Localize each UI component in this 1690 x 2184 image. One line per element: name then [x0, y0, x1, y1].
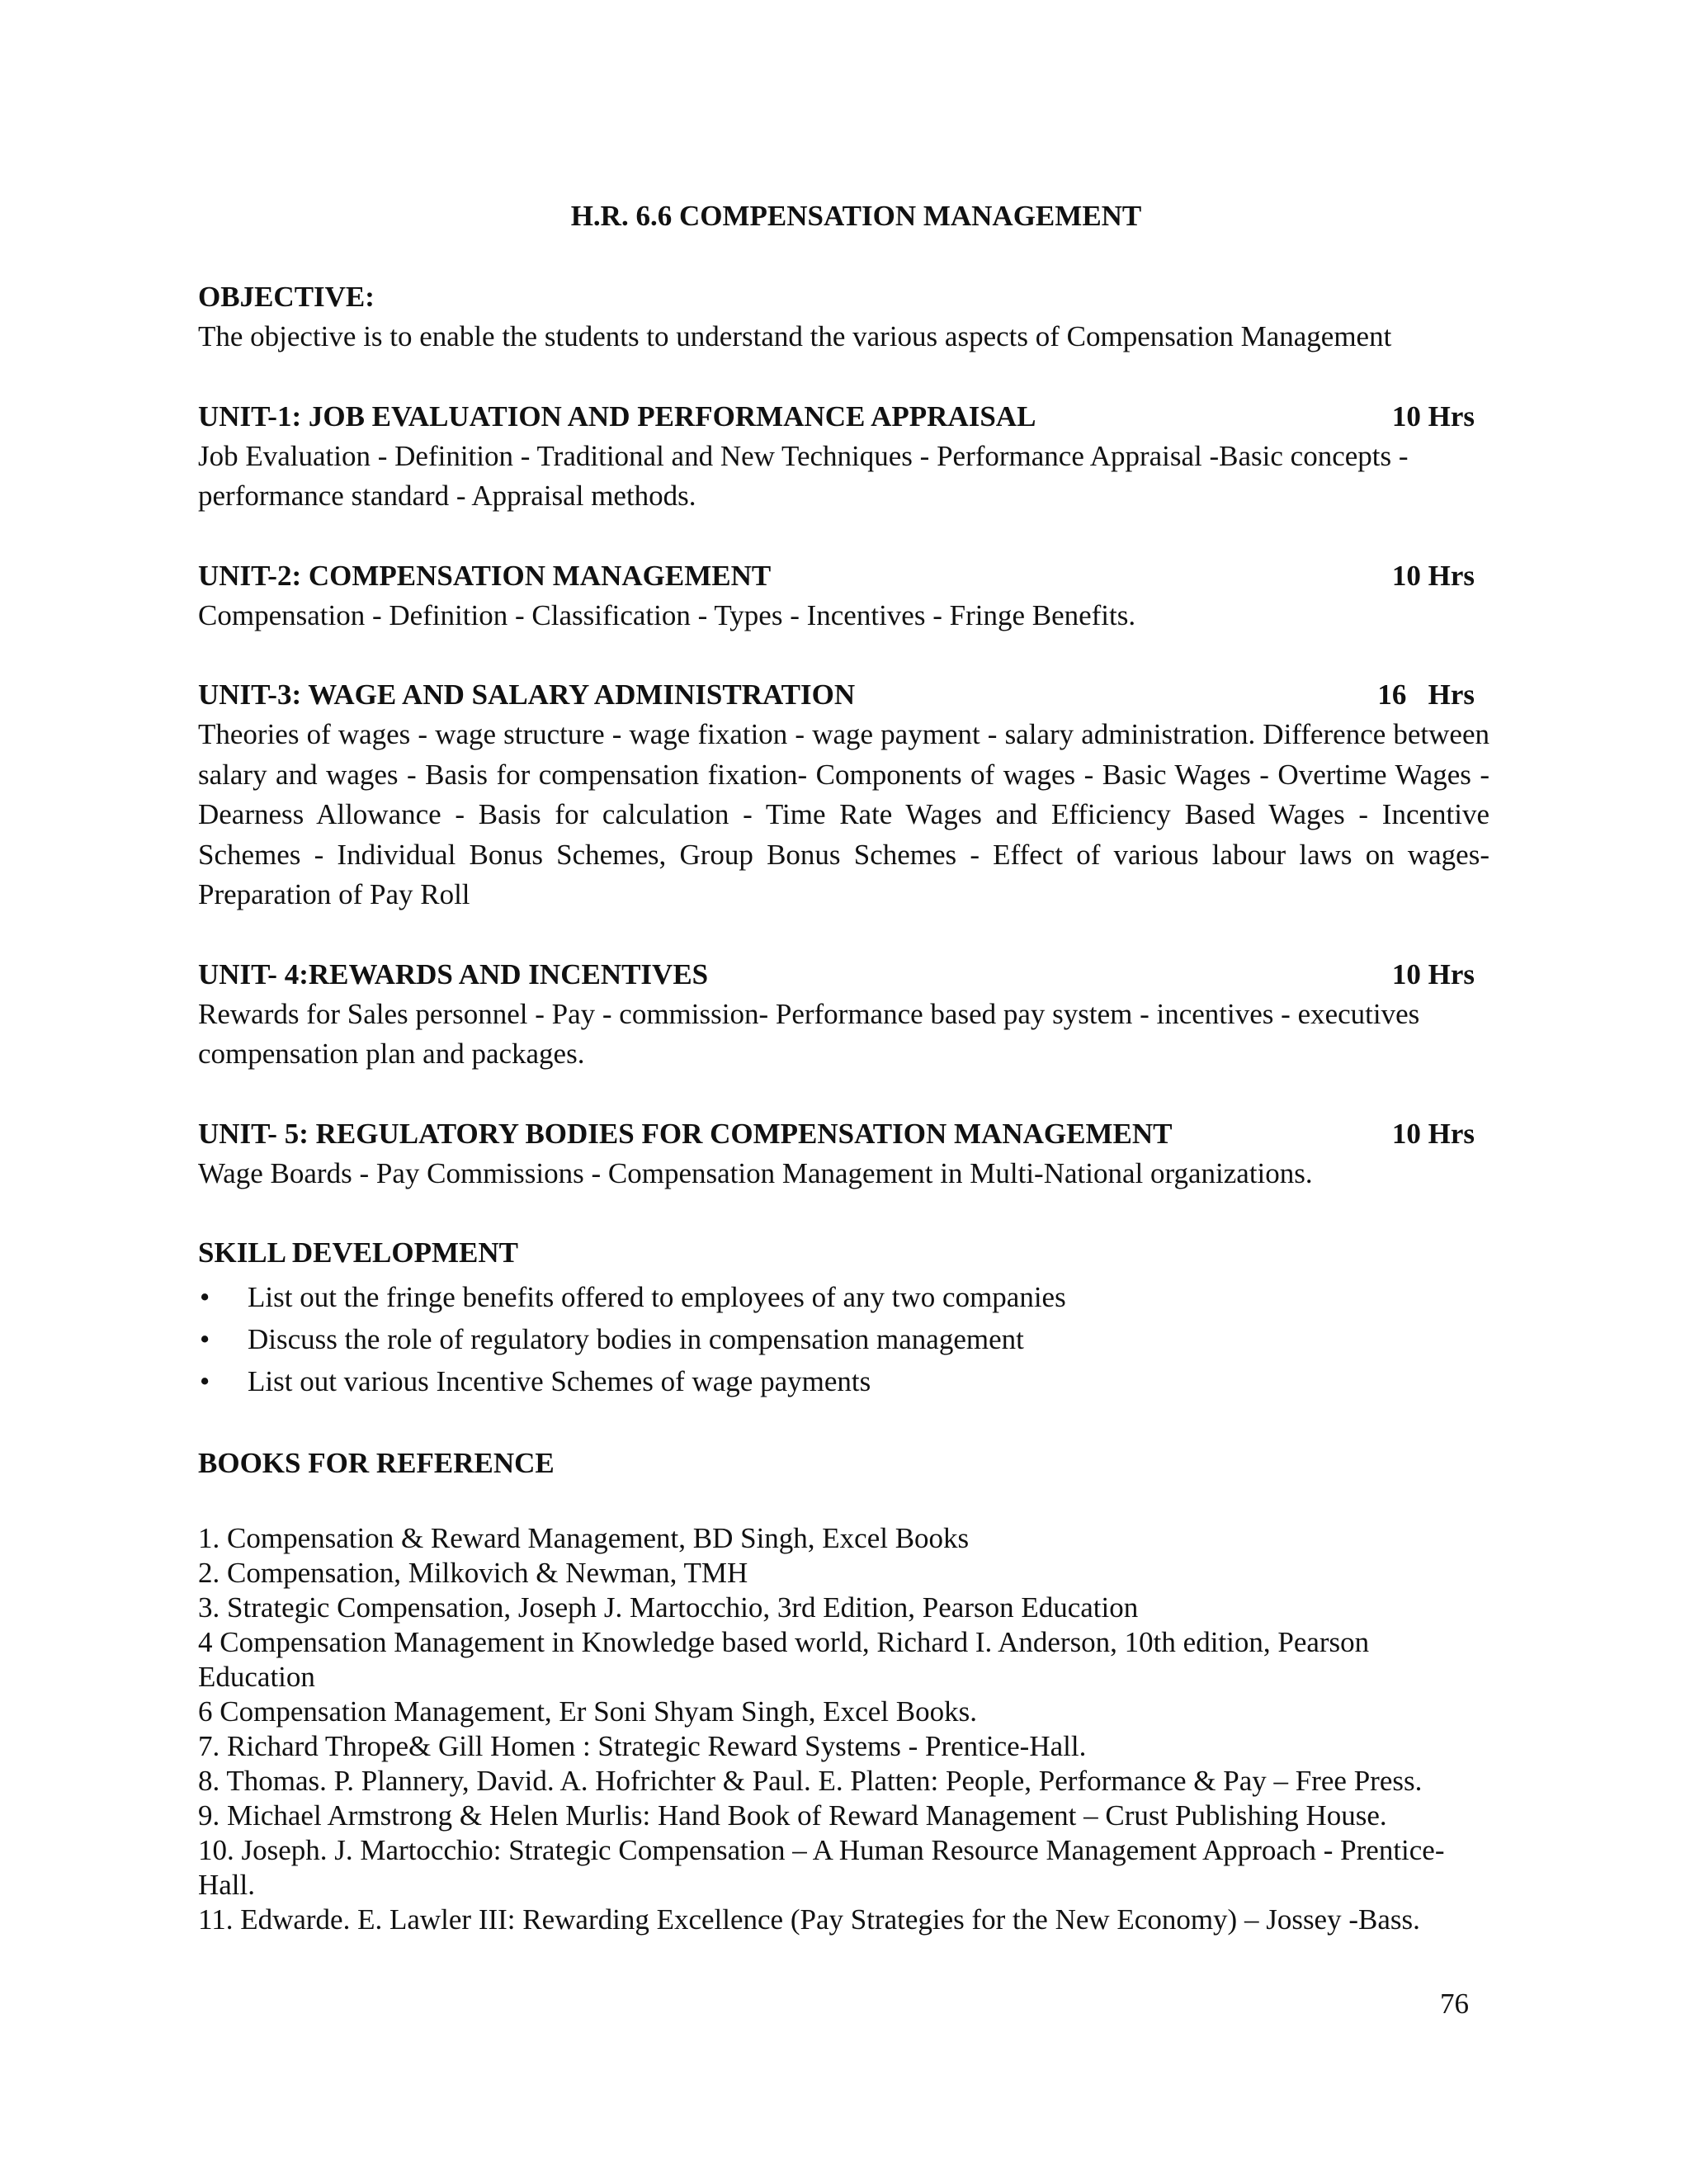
list-item: 9. Michael Armstrong & Helen Murlis: Hand Book of Reward Management – Crust Publishing House. [198, 1799, 1387, 1832]
unit-5-hours: 10 Hrs [1391, 1117, 1475, 1150]
book-list [198, 1521, 1489, 1937]
skill-item-text: Discuss the role of regulatory bodies in compensation management [248, 1323, 1024, 1355]
bullet-icon: • [200, 1365, 210, 1397]
objective-heading: OBJECTIVE: [198, 281, 375, 313]
unit-4-hours: 10 Hrs [1391, 957, 1475, 990]
list-item [198, 1318, 1489, 1360]
skill-development-section [198, 1233, 1489, 1402]
bullet-icon: • [200, 1281, 210, 1313]
unit-1-section [198, 397, 1489, 517]
list-item: 10. Joseph. J. Martocchio: Strategic Compensation – A Human Resource Management Approach - Prentice-Hall. [198, 1834, 1445, 1901]
list-item: 3. Strategic Compensation, Joseph J. Martocchio, 3rd Edition, Pearson Education [198, 1591, 1139, 1624]
unit-2-heading: UNIT-2: COMPENSATION MANAGEMENT [198, 559, 772, 592]
books-section [198, 1444, 1489, 1937]
unit-4-section [198, 955, 1489, 1075]
books-heading: BOOKS FOR REFERENCE [198, 1447, 555, 1479]
objective-text: The objective is to enable the students to understand the various aspects of Compensation Management [198, 320, 1392, 352]
unit-3-section [198, 675, 1489, 915]
unit-3-text: Theories of wages - wage structure - wage fixation - wage payment - salary administration. Difference between salary and wages - Basis for compensation fixation- Components of wages - Basic Wages - Overtime Wages - Dearness Allowance - Basis for calculation - Time Rate Wages and Efficiency Based Wages - Incentive Schemes - Individual Bonus Schemes, Group Bonus Schemes - Effect of various labour laws on wages-Preparation of Pay Roll [198, 718, 1489, 910]
skill-item-text: List out the fringe benefits offered to employees of any two companies [248, 1281, 1066, 1313]
list-item: 2. Compensation, Milkovich & Newman, TMH [198, 1557, 748, 1589]
unit-4-heading: UNIT- 4:REWARDS AND INCENTIVES [198, 957, 709, 990]
unit-4-header [198, 955, 1489, 995]
unit-2-text: Compensation - Definition - Classification - Types - Incentives - Fringe Benefits. [198, 598, 1136, 631]
unit-5-heading: UNIT- 5: REGULATORY BODIES FOR COMPENSATION MANAGEMENT [198, 1117, 1173, 1150]
unit-2-hours: 10 Hrs [1391, 559, 1475, 592]
unit-1-hours: 10 Hrs [1391, 399, 1475, 433]
unit-1-text: Job Evaluation - Definition - Traditional and New Techniques - Performance Appraisal -Basic concepts - performance standard - Appraisal methods. [198, 439, 1409, 512]
bullet-icon: • [200, 1323, 210, 1355]
unit-3-header [198, 675, 1489, 715]
list-item [198, 1276, 1489, 1318]
objective-section [198, 277, 1489, 357]
list-item: 6 Compensation Management, Er Soni Shyam Singh, Excel Books. [198, 1695, 977, 1728]
list-item [198, 1360, 1489, 1402]
list-item: 7. Richard Thrope& Gill Homen : Strategic Reward Systems - Prentice-Hall. [198, 1730, 1087, 1762]
list-item: 11. Edwarde. E. Lawler III: Rewarding Excellence (Pay Strategies for the New Economy) – Jossey -Bass. [198, 1903, 1420, 1936]
document-page [198, 196, 1489, 1937]
list-item: 4 Compensation Management in Knowledge based world, Richard I. Anderson, 10th edition, Pearson Education [198, 1626, 1370, 1693]
unit-3-heading: UNIT-3: WAGE AND SALARY ADMINISTRATION [198, 678, 856, 711]
skill-list [198, 1276, 1489, 1402]
unit-5-section [198, 1114, 1489, 1194]
unit-3-hours: 16 Hrs [1377, 678, 1475, 711]
unit-5-header [198, 1114, 1489, 1154]
page-number: 76 [1440, 1988, 1469, 2020]
unit-5-text: Wage Boards - Pay Commissions - Compensation Management in Multi-National organizations. [198, 1156, 1313, 1189]
page-title: H.R. 6.6 COMPENSATION MANAGEMENT [570, 200, 1142, 232]
unit-1-header [198, 397, 1489, 437]
list-item: 8. Thomas. P. Plannery, David. A. Hofrichter & Paul. E. Platten: People, Performance & Pay – Free Press. [198, 1765, 1423, 1797]
unit-2-header [198, 556, 1489, 596]
unit-4-text: Rewards for Sales personnel - Pay - commission- Performance based pay system - incentives - executives compensation plan and packages. [198, 997, 1420, 1070]
list-item: 1. Compensation & Reward Management, BD Singh, Excel Books [198, 1522, 970, 1554]
unit-1-heading: UNIT-1: JOB EVALUATION AND PERFORMANCE APPRAISAL [198, 399, 1036, 433]
unit-2-section [198, 556, 1489, 636]
skill-development-heading: SKILL DEVELOPMENT [198, 1236, 519, 1269]
skill-item-text: List out various Incentive Schemes of wage payments [248, 1365, 871, 1397]
